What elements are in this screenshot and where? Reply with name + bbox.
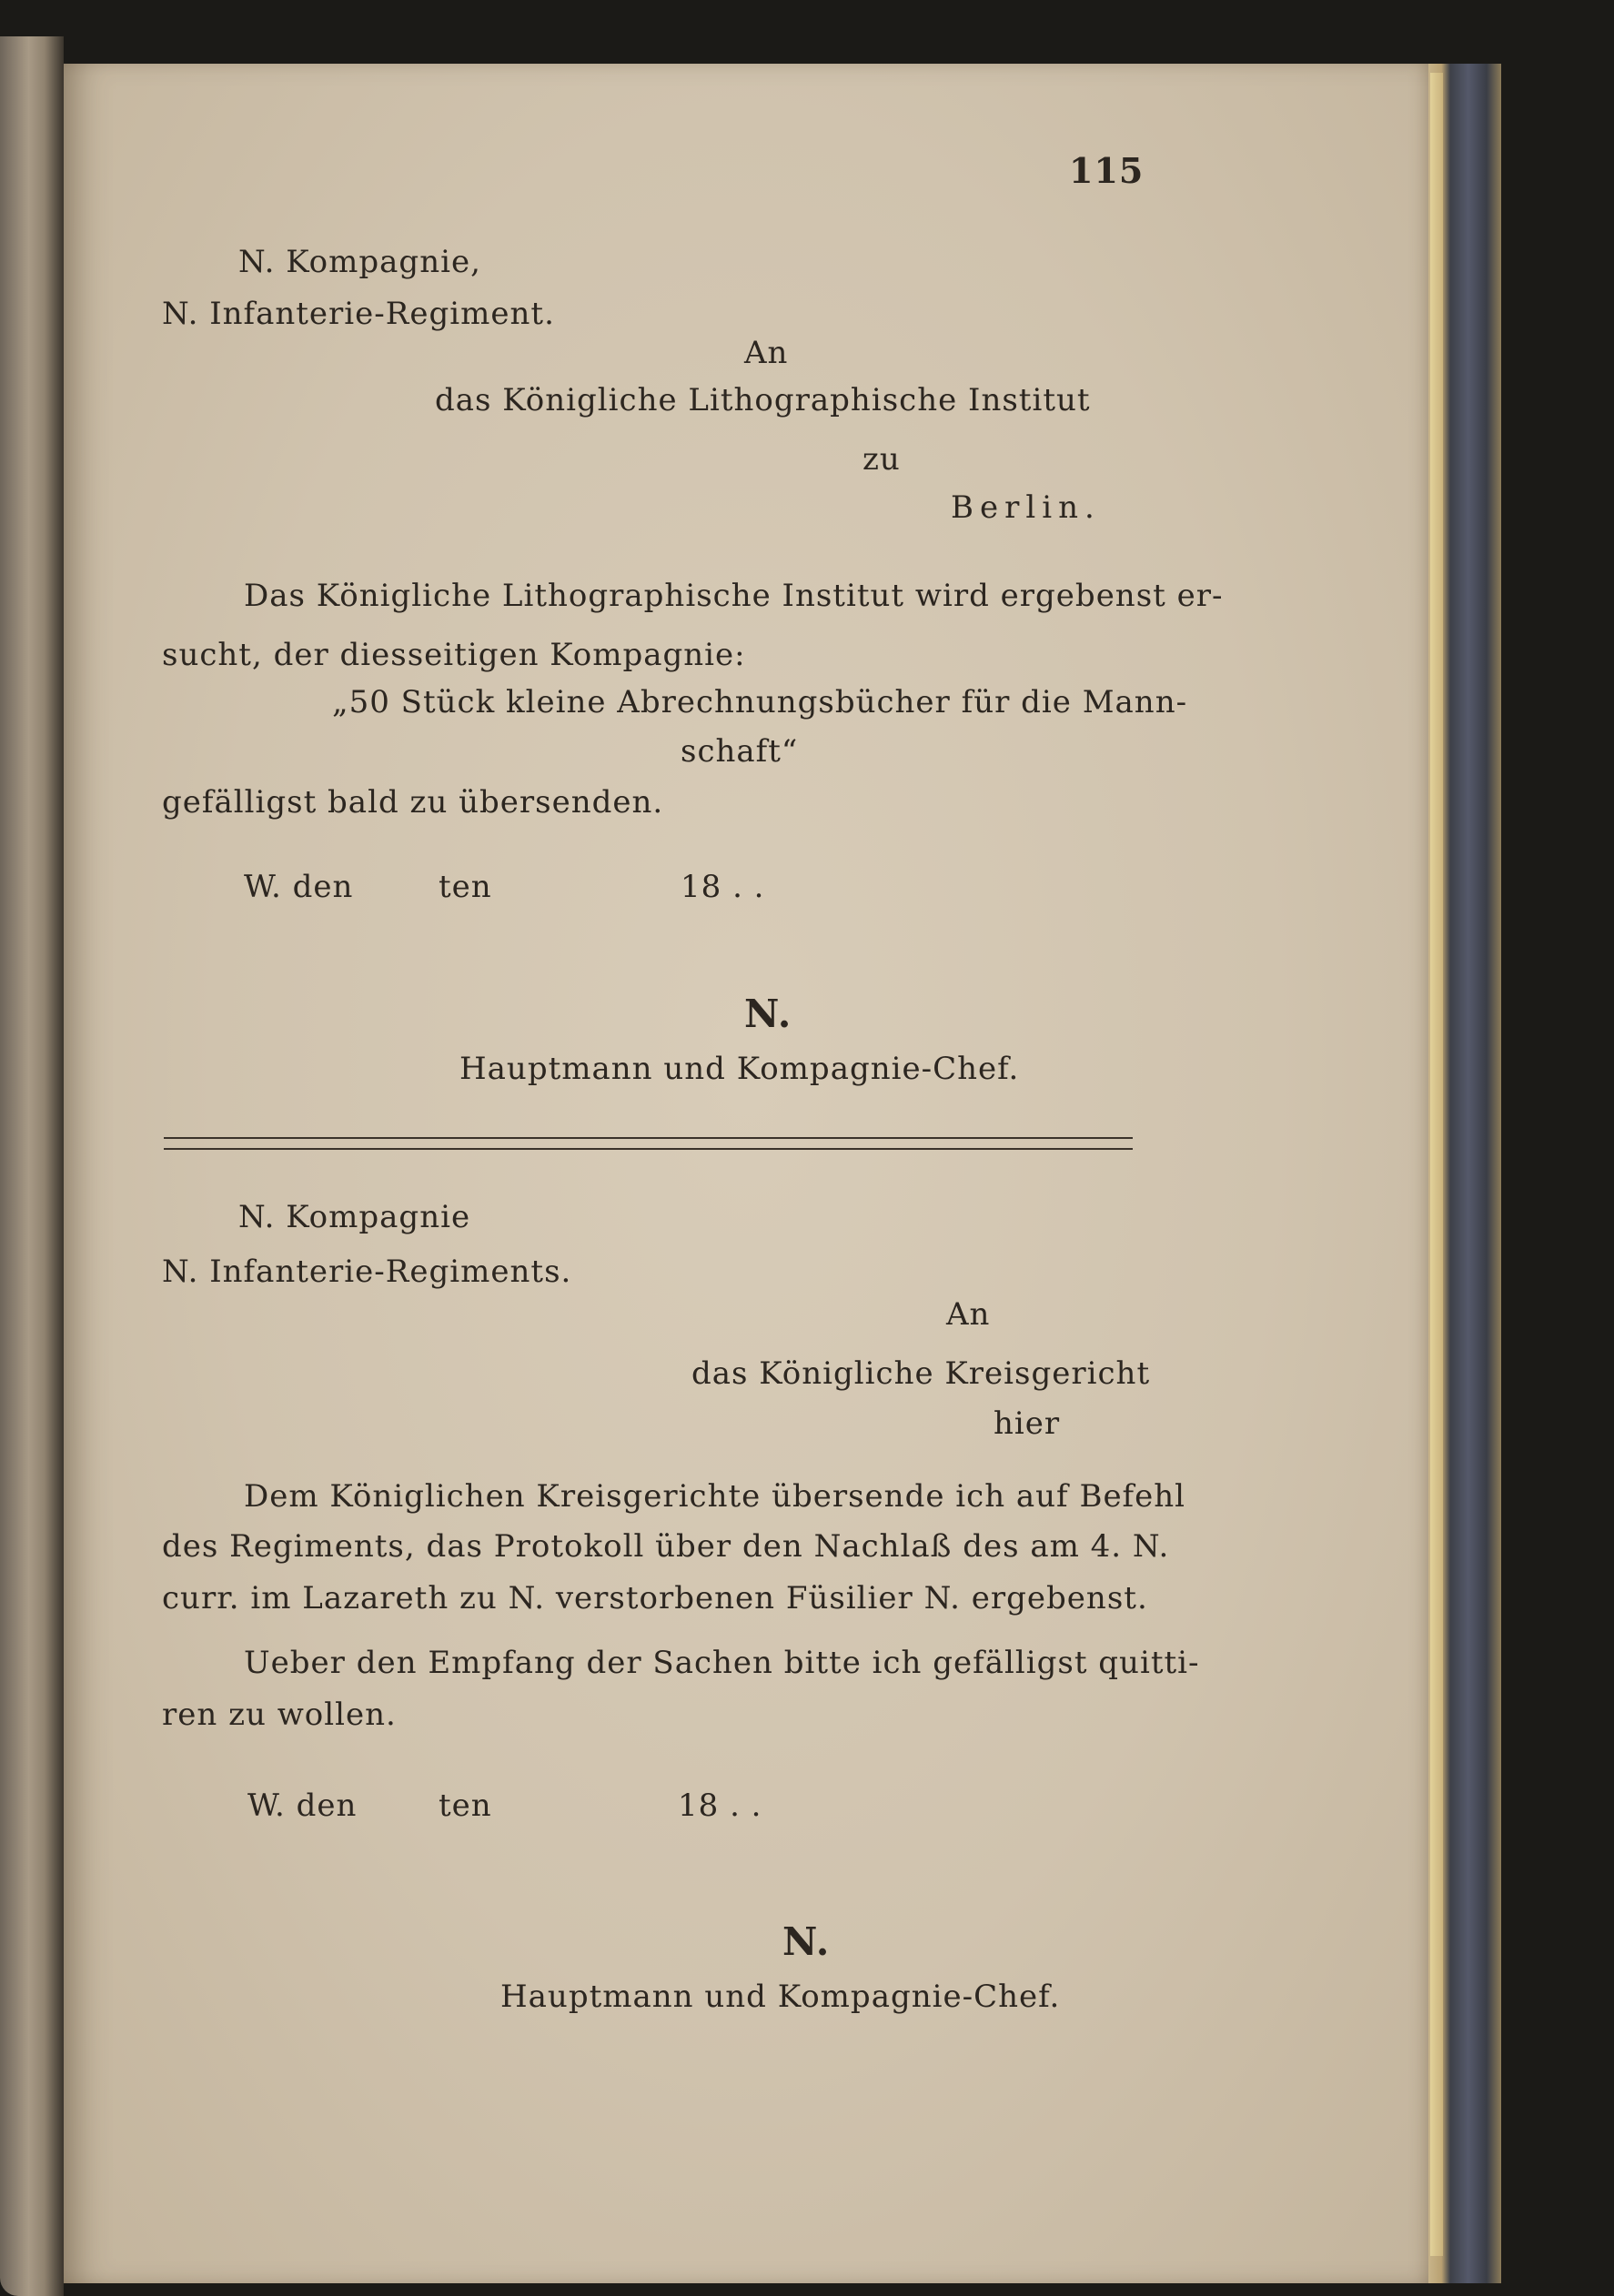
letter2-body-line4: Ueber den Empfang der Sachen bitte ich gefälligst quitti- xyxy=(244,1645,1200,1681)
letter1-sender-line2: N. Infanterie-Regiment. xyxy=(162,296,555,332)
letter1-recipient-an: An xyxy=(744,335,789,371)
page-number: 115 xyxy=(1069,150,1145,191)
letter1-body-line1: Das Königliche Lithographische Institut wird ergebenst er- xyxy=(244,578,1224,614)
page-stack-edge xyxy=(1430,73,1443,2256)
letter2-date-ten: ten xyxy=(439,1787,492,1824)
letter2-signature-letter: N. xyxy=(782,1919,831,1964)
letter1-date-place: W. den xyxy=(244,869,354,905)
letter1-signature-title: Hauptmann und Kompagnie-Chef. xyxy=(459,1051,1020,1087)
letter1-sender-line1: N. Kompagnie, xyxy=(238,244,481,280)
letter1-body-quote2: schaft“ xyxy=(681,733,799,770)
letter2-recipient-place: hier xyxy=(994,1405,1061,1442)
letter1-body-line3: gefälligst bald zu übersenden. xyxy=(162,784,664,821)
letter1-signature-letter: N. xyxy=(744,992,792,1036)
letter1-recipient-zu: zu xyxy=(862,441,901,478)
letter2-sender-line1: N. Kompagnie xyxy=(238,1199,471,1235)
letter2-body-line2: des Regiments, das Protokoll über den Nachlaß des am 4. N. xyxy=(162,1528,1170,1565)
left-page-edge xyxy=(0,36,64,2296)
letter2-body-line5: ren zu wollen. xyxy=(162,1697,397,1733)
letter1-body-quote1: „50 Stück kleine Abrechnungsbücher für die Mann- xyxy=(332,684,1188,720)
letter2-body-line1: Dem Königlichen Kreisgerichte übersende ich auf Befehl xyxy=(244,1478,1186,1515)
letter2-signature-title: Hauptmann und Kompagnie-Chef. xyxy=(500,1979,1061,2015)
letter1-recipient-city: Berlin. xyxy=(951,489,1101,526)
letter2-date-year: 18 . . xyxy=(678,1787,762,1824)
letter2-sender-line2: N. Infanterie-Regiments. xyxy=(162,1254,572,1290)
section-divider xyxy=(164,1137,1133,1150)
letter1-date-year: 18 . . xyxy=(681,869,765,905)
letter2-recipient-name: das Königliche Kreisgericht xyxy=(691,1355,1151,1392)
letter2-recipient-an: An xyxy=(946,1296,991,1333)
letter2-date-place: W. den xyxy=(247,1787,358,1824)
letter1-body-line2: sucht, der diesseitigen Kompagnie: xyxy=(162,637,746,673)
letter1-date-ten: ten xyxy=(439,869,492,905)
letter2-body-line3: curr. im Lazareth zu N. verstorbenen Füsilier N. ergebenst. xyxy=(162,1580,1148,1616)
letter1-recipient-name: das Königliche Lithographische Institut xyxy=(435,382,1091,418)
